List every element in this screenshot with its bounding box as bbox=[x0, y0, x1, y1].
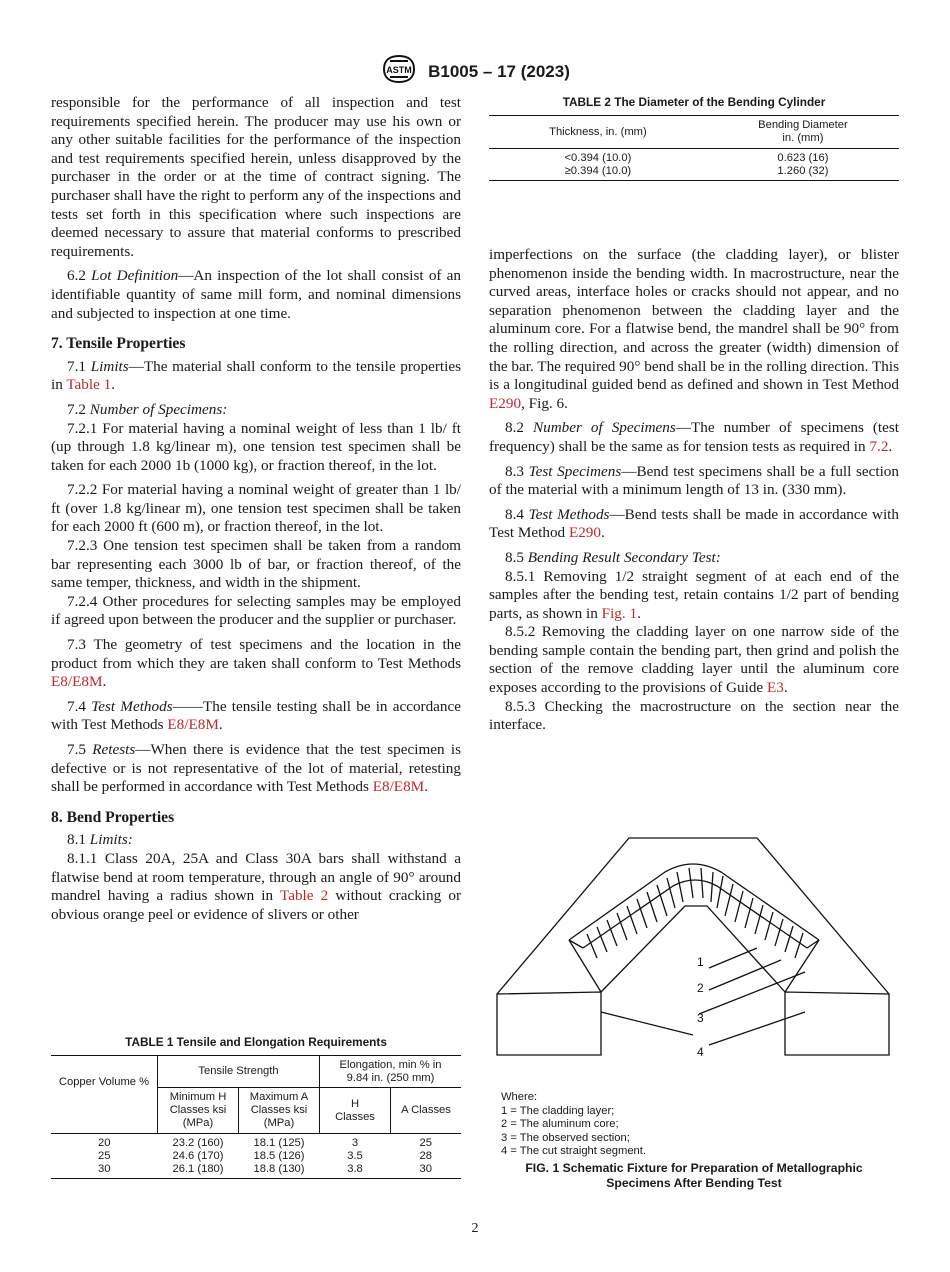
thickness-header: Thickness, in. (mm) bbox=[549, 125, 647, 138]
right-column bbox=[489, 246, 899, 735]
tensile-header: Tensile Strength bbox=[158, 1056, 320, 1088]
figure-label: 1 bbox=[697, 955, 704, 969]
legend-item: 1 = The cladding layer; bbox=[501, 1104, 615, 1117]
paragraph-7-2-1: 7.2.1 For material having a nominal weight of less than 1 lb/ ft (up through 1.8 kg/linear m), one tension test specimen shall be taken for each 2000 1b (1000 kg), or fraction thereof, in the lot. bbox=[51, 419, 461, 474]
paragraph-continued: responsible for the performance of all inspection and test requirements specified herein. The producer may use his own or any other suitable facilities for the performance of the inspection and test requirements specified herein, unless disapproved by the purchaser in the order or at the time of contract signing. The purchaser shall have the right to perform any of the inspections and tests set forth in this specification where such inspections are deemed necessary to assure that material conforms to prescribed requirements. bbox=[51, 94, 461, 260]
link-e8[interactable]: E8/E8M bbox=[51, 673, 103, 691]
paragraph-7-2: 7.2 Number of Specimens: bbox=[67, 400, 228, 418]
bending-diameter-header: Bending Diameter in. (mm) bbox=[758, 119, 848, 144]
paragraph-7-2-4: 7.2.4 Other procedures for selecting samples may be employed if agreed upon between the producer and the supplier or purchaser. bbox=[51, 592, 461, 629]
table-row: ≥0.394 (10.0) 1.260 (32) bbox=[564, 165, 829, 177]
svg-text:ASTM: ASTM bbox=[386, 65, 412, 75]
designation: B1005 – 17 (2023) bbox=[428, 61, 570, 81]
page-number: 2 bbox=[471, 1221, 479, 1236]
link-e290[interactable]: E290 bbox=[568, 524, 601, 542]
paragraph-8-1-1: 8.1.1 Class 20A, 25A and Class 30A bars shall withstand a flatwise bend at room temperature, through an angle of 90° around mandrel having a radius shown in Table 2 without cracking or obvious orange peel or evidence of slivers or other bbox=[51, 849, 462, 923]
figure-caption: FIG. 1 Schematic Fixture for Preparation of Metallographic Specimens After Bending Test bbox=[525, 1161, 863, 1190]
table-2-grid bbox=[489, 115, 899, 181]
table-1 bbox=[51, 1035, 461, 1179]
link-table-1[interactable]: Table 1 bbox=[66, 376, 112, 394]
table-2-title: TABLE 2 The Diameter of the Bending Cylinder bbox=[562, 95, 826, 109]
paragraph-8-5-2: 8.5.2 Removing the cladding layer on one narrow side of the bending sample contain the bending part, then grind and polish the section of the remove cladding layer until the aluminum core exposes according to the provisions of Guide E3. bbox=[489, 623, 899, 697]
paragraph-7-2-2: 7.2.2 For material having a nominal weight of greater than 1 lb/ ft (over 1.8 kg/linear m), one tension test specimen shall be taken for each 2000 ft (600 m), or fraction thereof, in the lot. bbox=[51, 481, 461, 536]
link-e290[interactable]: E290 bbox=[489, 394, 522, 412]
section-8-heading: 8. Bend Properties bbox=[51, 808, 175, 826]
table-row: 25 24.6 (170) 18.5 (126) 3.5 28 bbox=[98, 1150, 432, 1162]
link-7-2[interactable]: 7.2 bbox=[869, 437, 889, 455]
paragraph-7-2-3: 7.2.3 One tension test specimen shall be taken from a random bar representing each 3000 lb of bar, or fraction thereof, of the same temper, thickness, and width in the shipment. bbox=[51, 537, 461, 592]
link-table-2[interactable]: Table 2 bbox=[280, 887, 329, 905]
paragraph-8-5-1: 8.5.1 Removing 1/2 straight segment of at each end of the samples after the bending test, retain contains 1/2 part of bending parts, as shown in Fig. 1. bbox=[489, 567, 899, 622]
figure-legend bbox=[501, 1091, 891, 1159]
sub-header: A Classes bbox=[391, 1088, 462, 1134]
copper-volume-header: Copper Volume % bbox=[58, 1076, 150, 1088]
legend-item: 3 = The observed section; bbox=[501, 1131, 630, 1144]
legend-item: 4 = The cut straight segment. bbox=[501, 1145, 647, 1158]
figure-label: 2 bbox=[697, 981, 704, 995]
figure-label: 4 bbox=[697, 1045, 704, 1059]
sub-header: Maximum A Classes ksi (MPa) bbox=[239, 1088, 320, 1134]
link-e8[interactable]: E8/E8M bbox=[372, 778, 425, 796]
figure-label: 3 bbox=[697, 1011, 704, 1025]
paragraph-continued: imperfections on the surface (the cladding layer), or blister phenomenon inside the bending width. In macrostructure, near the curved areas, interface holes or cracks should not appear, and no separation phenomenon between the cladding layer and the aluminum core. For a flatwise bend, the mandrel shall be 90° from the rolling direction, and across the greater (width) dimension of the bar. The required 90° bend shall be in the rolling direction. This is a longitudinal guided bend as defined and shown in Test Method E290, Fig. 6. bbox=[489, 246, 899, 412]
bending-fixture-drawing bbox=[489, 830, 899, 1090]
paragraph-8-4: 8.4 Test Methods—Bend tests shall be made in accordance with Test Method E290. bbox=[489, 505, 899, 542]
page-header bbox=[0, 54, 950, 89]
paragraph-8-1: 8.1 Limits: bbox=[67, 831, 133, 849]
link-e3[interactable]: E3 bbox=[766, 679, 784, 697]
paragraph-8-5-3: 8.5.3 Checking the macrostructure on the section near the interface. bbox=[489, 697, 899, 734]
paragraph-7-1: 7.1 Limits—The material shall conform to the tensile properties in Table 1. bbox=[51, 357, 461, 394]
table-1-grid bbox=[51, 1055, 461, 1179]
table-1-title: TABLE 1 Tensile and Elongation Requirements bbox=[125, 1035, 387, 1049]
paragraph-8-3: 8.3 Test Specimens—Bend test specimens shall be a full section of the material with a minimum length of 13 in. (330 mm). bbox=[489, 462, 899, 499]
sub-header: H Classes bbox=[320, 1088, 391, 1134]
paragraph-6-2: 6.2 Lot Definition—An inspection of the lot shall consist of an identifiable quantity of same mill form, and nominal dimensions and subjected to inspection at one time. bbox=[51, 267, 461, 322]
elongation-header: Elongation, min % in 9.84 in. (250 mm) bbox=[320, 1056, 462, 1088]
paragraph-8-5: 8.5 Bending Result Secondary Test: bbox=[505, 548, 721, 566]
paragraph-7-3: 7.3 The geometry of test specimens and the location in the product from which they are taken shall conform to Test Methods E8/E8M. bbox=[51, 636, 461, 691]
table-row: <0.394 (10.0) 0.623 (16) bbox=[564, 152, 829, 164]
table-2 bbox=[489, 95, 899, 181]
astm-logo bbox=[380, 54, 418, 89]
link-e8[interactable]: E8/E8M bbox=[167, 716, 219, 734]
link-fig-1[interactable]: Fig. 1 bbox=[601, 604, 638, 622]
legend-where: Where: bbox=[501, 1091, 538, 1103]
section-7-heading: 7. Tensile Properties bbox=[51, 335, 186, 353]
table-row: 20 23.2 (160) 18.1 (125) 3 25 bbox=[51, 1134, 461, 1151]
paragraph-8-2: 8.2 Number of Specimens—The number of specimens (test frequency) shall be the same as for tension tests as required in 7.2. bbox=[489, 419, 899, 455]
sub-header: Minimum H Classes ksi (MPa) bbox=[158, 1088, 239, 1134]
paragraph-7-5: 7.5 Retests—When there is evidence that the test specimen is defective or is not representative of the lot of material, retesting shall be performed in accordance with Test Methods E8/E8M. bbox=[51, 741, 461, 796]
left-column bbox=[51, 94, 461, 924]
paragraph-7-4: 7.4 Test Methods——The tensile testing shall be in accordance with Test Methods E8/E8M. bbox=[51, 697, 462, 734]
table-row: 30 26.1 (180) 18.8 (130) 3.8 30 bbox=[98, 1163, 432, 1175]
legend-item: 2 = The aluminum core; bbox=[501, 1118, 619, 1131]
